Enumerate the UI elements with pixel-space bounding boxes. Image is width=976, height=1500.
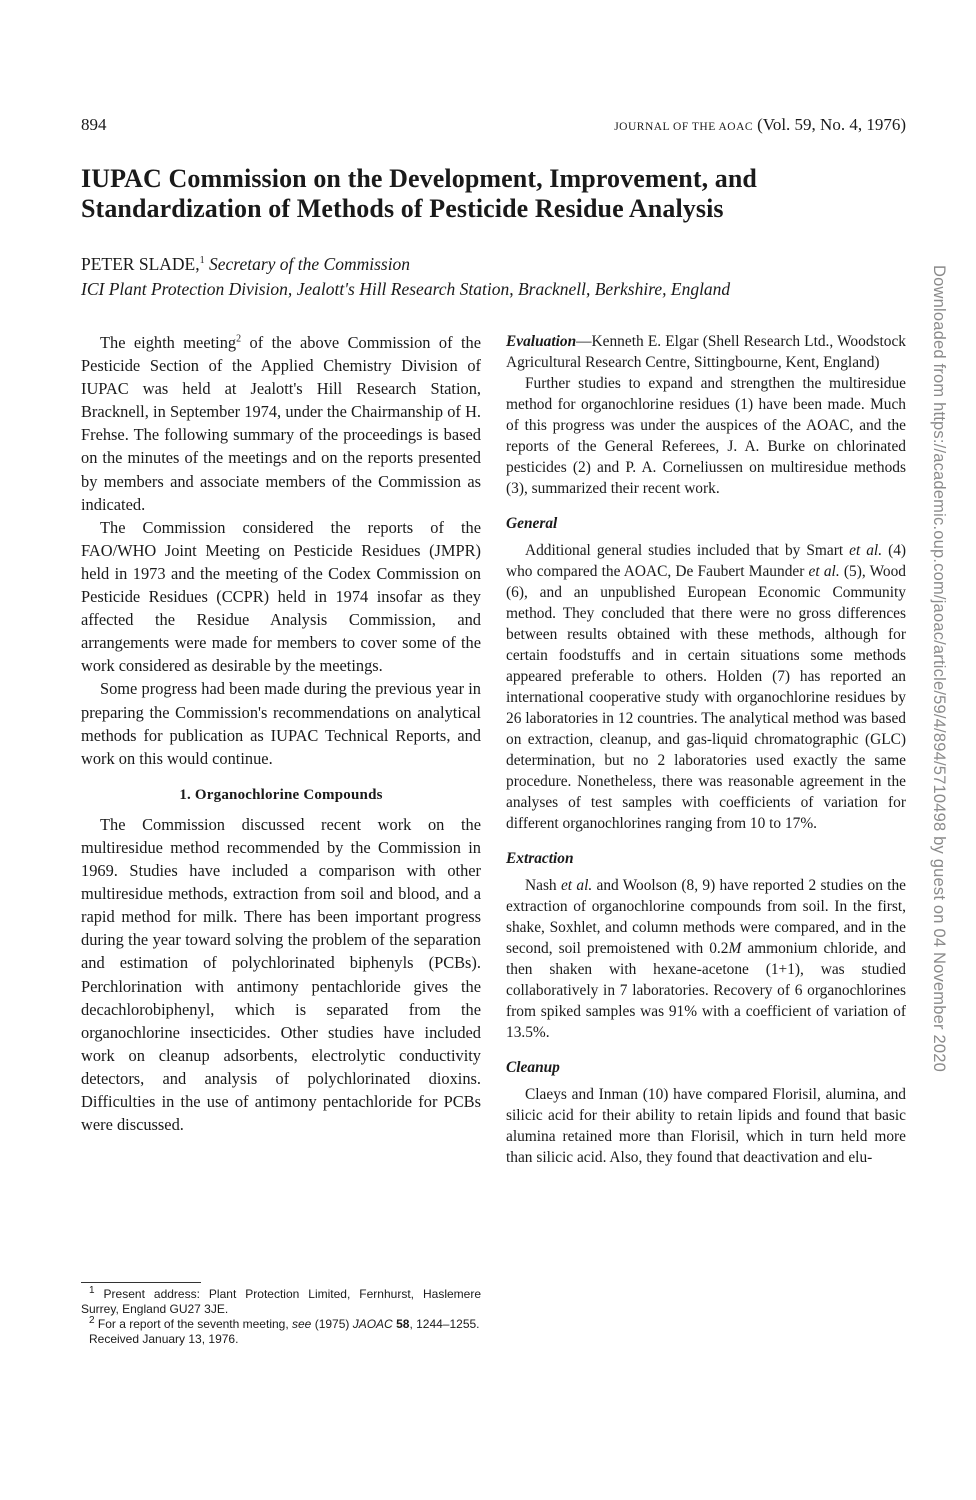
author-footnote-mark: 1 bbox=[199, 255, 205, 267]
text-run: —Kenneth E. Elgar (Shell Research Ltd., Woodstock Agricultural Research Centre, Sittingbourne, Kent, England) bbox=[506, 333, 906, 371]
paragraph bbox=[81, 331, 481, 516]
running-header bbox=[614, 115, 906, 135]
paragraph: The Commission discussed recent work on the multiresidue method recommended by the Commission in 1969. Studies have included a comparison with other multiresidue methods, extraction from soil and blood, and a rapid method for milk. There has been important progress during the year toward solving the problem of the separation and estimation of polychlorinated biphenyls (PCBs). Perchlorination with antimony pentachloride gives the decachlorobiphenyl, which is separated from the organochlorine insecticides. Other studies have included work on cleanup adsorbents, electrolytic conductivity detectors, and analysis of polychlorinated dioxins. Difficulties in the use of antimony pentachloride for PCBs were discussed. bbox=[81, 814, 481, 1135]
author-role: Secretary of the Commission bbox=[209, 254, 411, 274]
footnote-text: Present address: Plant Protection Limited, Fernhurst, Haslemere Surrey, England GU27 3JE. bbox=[81, 1287, 481, 1316]
footnote-rule bbox=[81, 1282, 201, 1283]
journal-volume: (Vol. 59, No. 4, 1976) bbox=[757, 115, 906, 134]
footnote-2 bbox=[81, 1317, 481, 1332]
text-run: et al. bbox=[849, 542, 883, 559]
subsection-heading: Extraction bbox=[506, 850, 574, 867]
run-in-heading: Evaluation bbox=[506, 333, 577, 350]
text-run: Nash bbox=[525, 877, 561, 894]
text-run: Additional general studies included that by Smart bbox=[525, 542, 850, 559]
paragraph: The Commission considered the reports of the FAO/WHO Joint Meeting on Pesticide Residues (JMPR) held in 1973 and the meeting of the Codex Commission on Pesticide Residues (CCPR) held in 1974 insofar as they affected the Residue Analysis Commission, and arrangements were made for members to cover some of the work considered as desirable by the meetings. bbox=[81, 517, 481, 676]
text-run: of the above Commission of the Pesticide Section of the Applied Chemistry Division of IUPAC was held at Jealott's Hill Research Station, Bracknell, in September 1974, under the Chairmanship of H. Frehse. The following summary of the proceedings is based on the minutes of the meetings and on the reports presented by members and associate members of the Commission as indicated. bbox=[81, 333, 481, 514]
watermark-text: Downloaded from https://academic.oup.com/jaoac/article/59/4/894/5710498 by guest on 04 November 2020 bbox=[930, 265, 948, 1072]
paragraph: Claeys and Inman (10) have compared Florisil, alumina, and silicic acid for their ability to retain lipids and found that basic alumina retained more than Florisil, which in turn held more than silicic acid. Also, they found that deactivation and elu- bbox=[506, 1086, 906, 1166]
paragraph bbox=[506, 540, 906, 834]
left-column bbox=[81, 331, 481, 1136]
text-run: M bbox=[728, 940, 742, 957]
footnote-text: see bbox=[292, 1317, 312, 1331]
footnote-text: , 1244–1255. bbox=[409, 1317, 480, 1331]
text-run: The eighth meeting bbox=[100, 333, 237, 352]
footnote-number: 1 bbox=[89, 1285, 95, 1296]
article-title: IUPAC Commission on the Development, Improvement, and Standardization of Methods of Pesticide Residue Analysis bbox=[81, 164, 757, 223]
text-run: ammonium chloride, and then shaken with hexane-acetone (1+1), was studied collaboratively in 7 laboratories. Recovery of 6 organochlorines from spiked samples was 91% with a coefficient of variation of 13.5%. bbox=[506, 940, 906, 1041]
text-run: and Woolson (8, 9) have reported 2 studies on the extraction of organochlorine compounds from soil. In the first, shake, Soxhlet, and column methods were compared, and in the second, soil premoistened with 0.2 bbox=[506, 877, 907, 957]
subsection-heading: Cleanup bbox=[506, 1059, 560, 1076]
footnote-mark: 2 bbox=[236, 333, 242, 345]
footnote-1 bbox=[81, 1287, 481, 1317]
footnote-number: 2 bbox=[89, 1315, 95, 1326]
author-name: PETER SLADE, bbox=[81, 254, 200, 274]
text-run: (4) who compared the AOAC, De Faubert Maunder bbox=[506, 542, 907, 580]
journal-name: JOURNAL OF THE AOAC bbox=[614, 121, 754, 133]
paragraph: Some progress had been made during the previous year in preparing the Commission's recommendations on analytical methods for publication as IUPAC Technical Reports, and work on this would continue. bbox=[81, 679, 481, 768]
text-run: et al. bbox=[560, 877, 593, 894]
footnote-journal: JAOAC bbox=[352, 1317, 393, 1331]
section-heading: 1. Organochlorine Compounds bbox=[179, 786, 383, 803]
text-run: (5), Wood (6), and an unpublished European Economic Community method. They concluded that there were no gross differences between results obtained with these methods, although for certain foodstuffs and in certain situations some methods appeared preferable to others. Holden (7) has reported an international cooperative study with organochlorine residues by 26 laboratories in 12 countries. The analytical method was based on extraction, cleanup, and gas-liquid chromatographic (GLC) determination, but no 2 laboratories used exactly the same procedure. Nonetheless, there was reasonable agreement in the analyses of test samples with coefficients of variation for different organochlorines ranging from 10 to 17%. bbox=[506, 563, 906, 832]
author-affiliation: ICI Plant Protection Division, Jealott's Hill Research Station, Bracknell, Berkshire, England bbox=[81, 279, 731, 299]
footnotes bbox=[81, 1287, 481, 1347]
right-column bbox=[506, 331, 906, 1168]
footnote-text: For a report of the seventh meeting, bbox=[94, 1317, 292, 1331]
paragraph: Further studies to expand and strengthen the multiresidue method for organochlorine residues (1) have been made. Much of this progress was under the auspices of the AOAC, and the reports of the General Referees, J. A. Burke on chlorinated pesticides (2) and P. A. Corneliussen on multiresidue methods (3), summarized their recent work. bbox=[506, 375, 906, 497]
received-date: Received January 13, 1976. bbox=[89, 1332, 239, 1346]
footnote-volume: 58 bbox=[396, 1317, 410, 1331]
paragraph bbox=[506, 875, 906, 1043]
subsection-heading: General bbox=[506, 515, 558, 532]
text-run: et al. bbox=[808, 563, 840, 580]
footnote-text: (1975) bbox=[311, 1317, 353, 1331]
byline bbox=[81, 252, 901, 302]
download-watermark bbox=[918, 265, 958, 1265]
page-number: 894 bbox=[81, 115, 107, 134]
paragraph bbox=[506, 331, 906, 373]
